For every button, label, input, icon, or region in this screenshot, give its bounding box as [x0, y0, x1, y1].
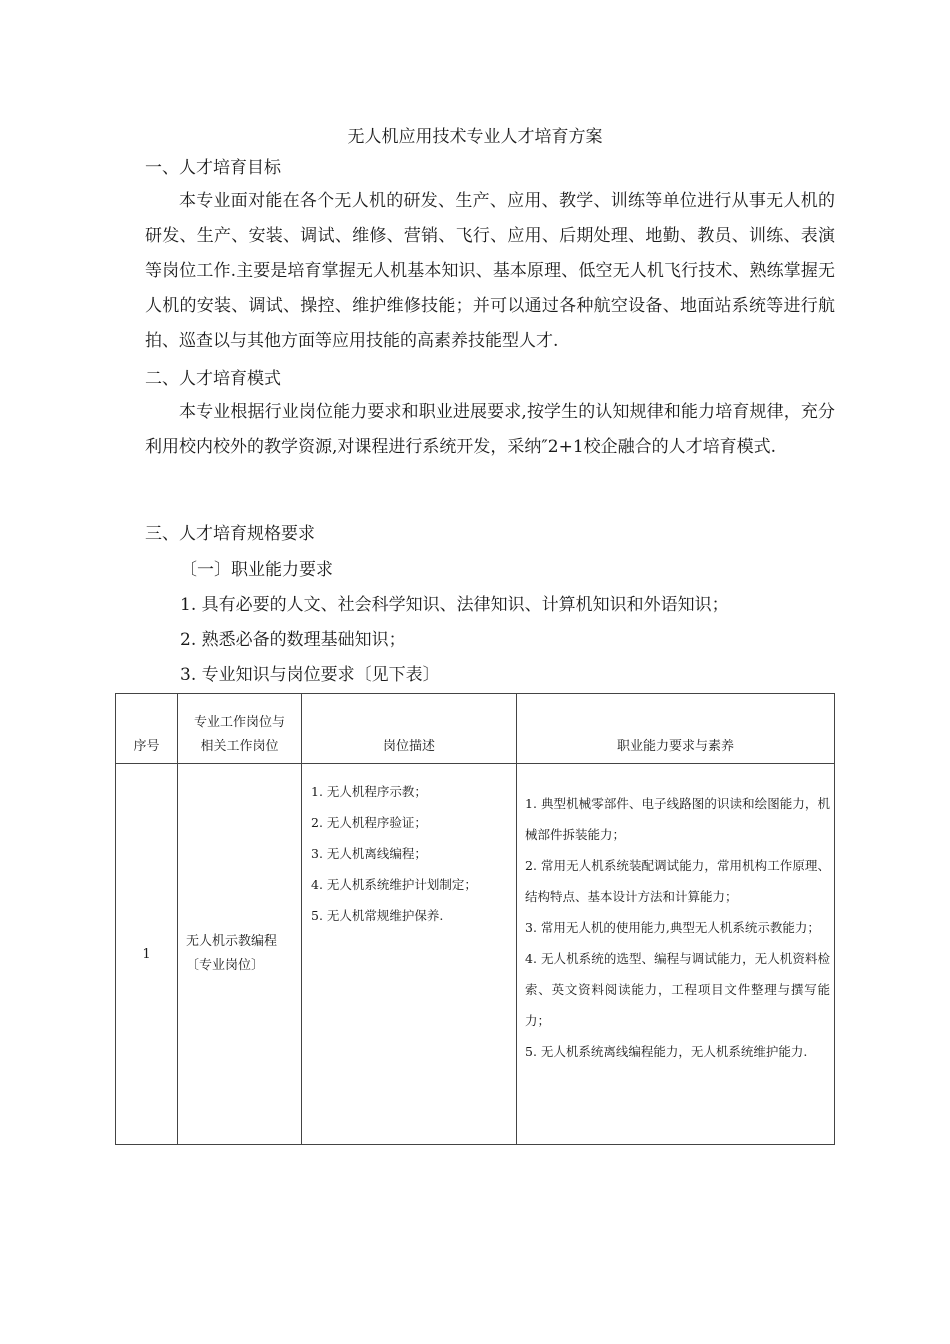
header-post-line1: 专业工作岗位与 — [193, 715, 285, 730]
list-item: 3. 专业知识与岗位要求〔见下表〕 — [180, 665, 440, 685]
description-item: 2. 无人机程序验证； — [311, 815, 427, 830]
header-post — [178, 694, 302, 764]
header-description: 岗位描述 — [302, 694, 517, 764]
row-post-line2: 〔专业岗位〕 — [186, 958, 265, 973]
list-item: 1. 具有必要的人文、社会科学知识、法律知识、计算机知识和外语知识； — [180, 595, 729, 615]
row-post-line1: 无人机示教编程 — [186, 934, 278, 949]
row-description — [302, 764, 517, 1145]
requirement-item: 5. 无人机系统离线编程能力，无人机系统维护能力. — [525, 1044, 808, 1059]
row-post — [178, 764, 302, 1145]
row-number: 1 — [116, 764, 178, 1145]
requirement-item: 2. 常用无人机系统装配调试能力，常用机构工作原理、结构特点、基本设计方法和计算能力； — [525, 858, 830, 904]
section-2-paragraph: 本专业根据行业岗位能力要求和职业进展要求,按学生的认知规律和能力培育规律，充分利用校内校外的教学资源,对课程进行系统开发，采纳″2+1校企融合的人才培育模式. — [145, 402, 835, 457]
job-requirements-table — [115, 693, 835, 1145]
header-requirements: 职业能力要求与素养 — [517, 694, 835, 764]
section-1-heading: 一、人才培育目标 — [145, 158, 281, 178]
table-header-row — [116, 694, 835, 764]
row-requirements — [517, 764, 835, 1145]
table-row — [116, 764, 835, 1145]
description-item: 5. 无人机常规维护保养. — [311, 908, 444, 923]
requirement-item: 4. 无人机系统的选型、编程与调试能力，无人机资料检索、英文资料阅读能力，工程项目文件整理与撰写能力； — [525, 951, 830, 1028]
description-item: 4. 无人机系统维护计划制定； — [311, 877, 477, 892]
section-1-paragraph: 本专业面对能在各个无人机的研发、生产、应用、教学、训练等单位进行从事无人机的研发、生产、安装、调试、维修、营销、飞行、应用、后期处理、地勤、教员、训练、表演等岗位工作.主要是培育掌握无人机基本知识、基本原理、低空无人机飞行技术、熟练掌握无人机的安装、调试、操控、维护维修技能；并可以通过各种航空设备、地面站系统等进行航拍、巡查以与其他方面等应用技能的高素养技能型人才. — [145, 191, 835, 351]
description-item: 1. 无人机程序示教； — [311, 784, 427, 799]
section-3-heading: 三、人才培育规格要求 — [145, 524, 315, 544]
description-item: 3. 无人机离线编程； — [311, 846, 427, 861]
section-3-subheading: 〔一〕职业能力要求 — [180, 560, 333, 580]
document-title: 无人机应用技术专业人才培育方案 — [347, 127, 603, 147]
requirement-item: 3. 常用无人机的使用能力,典型无人机系统示教能力； — [525, 920, 820, 935]
requirement-item: 1. 典型机械零部件、电子线路图的识读和绘图能力，机械部件拆装能力； — [525, 796, 830, 842]
list-item: 2. 熟悉必备的数理基础知识； — [180, 630, 406, 650]
header-number: 序号 — [116, 694, 178, 764]
header-post-line2: 相关工作岗位 — [200, 739, 279, 754]
section-2-heading: 二、人才培育模式 — [145, 369, 281, 389]
